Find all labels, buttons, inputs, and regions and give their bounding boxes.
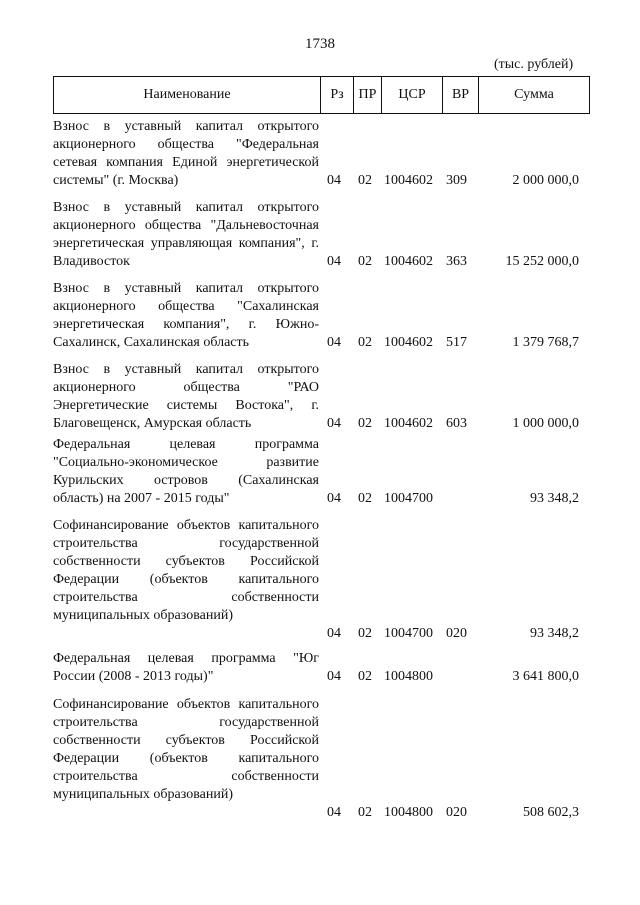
row-sum: 508 602,3: [523, 805, 579, 820]
row-vr: 517: [446, 335, 467, 350]
row-csr: 1004800: [384, 669, 433, 684]
row-sum: 2 000 000,0: [512, 173, 579, 188]
row-name: Взнос в уставный капитал открытого акционерного общества "РАО Энергетические системы Востока", г. Благовещенск, Амурская область: [53, 362, 319, 431]
table-header: [53, 76, 590, 114]
row-rz: 04: [327, 626, 341, 641]
row-sum: 1 379 768,7: [512, 335, 579, 350]
header-rz: Рз: [320, 77, 353, 113]
header-vr: ВР: [442, 77, 478, 113]
row-name: Софинансирование объектов капитального строительства государственной собственности субъектов Российской Федерации (объектов капитального строительства собственности муниципальных образований): [53, 518, 319, 623]
units-note: (тыс. рублей): [494, 57, 574, 72]
row-pr: 02: [358, 335, 372, 350]
row-name: Федеральная целевая программа "Социально-экономическое развитие Курильских островов (Сахалинская область) на 2007 - 2015 годы": [53, 437, 319, 506]
row-vr: 020: [446, 626, 467, 641]
row-pr: 02: [358, 254, 372, 269]
header-sum: Сумма: [478, 77, 590, 113]
row-rz: 04: [327, 254, 341, 269]
row-pr: 02: [358, 669, 372, 684]
row-csr: 1004602: [384, 173, 433, 188]
row-rz: 04: [327, 335, 341, 350]
row-csr: 1004800: [384, 805, 433, 820]
row-vr: 020: [446, 805, 467, 820]
row-sum: 93 348,2: [530, 626, 579, 641]
row-rz: 04: [327, 669, 341, 684]
row-rz: 04: [327, 491, 341, 506]
table-row: [53, 650, 590, 686]
table-row: [53, 118, 590, 190]
row-vr: 363: [446, 254, 467, 269]
row-pr: 02: [358, 491, 372, 506]
table-row: [53, 280, 590, 352]
table-row: [53, 696, 590, 822]
row-name: Софинансирование объектов капитального строительства государственной собственности субъектов Российской Федерации (объектов капитального строительства собственности муниципальных образований): [53, 697, 319, 802]
row-name: Федеральная целевая программа "Юг России (2008 - 2013 годы)": [53, 651, 319, 684]
row-csr: 1004700: [384, 626, 433, 641]
row-pr: 02: [358, 805, 372, 820]
row-name: Взнос в уставный капитал открытого акционерного общества "Дальневосточная энергетическая управляющая компания", г. Владивосток: [53, 200, 319, 269]
row-name: Взнос в уставный капитал открытого акционерного общества "Сахалинская энергетическая компания", г. Южно-Сахалинск, Сахалинская область: [53, 281, 319, 350]
row-csr: 1004602: [384, 335, 433, 350]
row-vr: 603: [446, 416, 467, 431]
table-row: [53, 361, 590, 433]
row-rz: 04: [327, 805, 341, 820]
table-row: [53, 517, 590, 643]
row-csr: 1004602: [384, 254, 433, 269]
row-sum: 15 252 000,0: [505, 254, 579, 269]
row-vr: 309: [446, 173, 467, 188]
header-name: Наименование: [53, 77, 320, 113]
page-number: 1738: [305, 36, 335, 52]
header-csr: ЦСР: [381, 77, 442, 113]
header-pr: ПР: [353, 77, 381, 113]
row-csr: 1004700: [384, 491, 433, 506]
table-row: [53, 199, 590, 271]
row-sum: 3 641 800,0: [512, 669, 579, 684]
row-rz: 04: [327, 173, 341, 188]
row-sum: 1 000 000,0: [512, 416, 579, 431]
row-pr: 02: [358, 173, 372, 188]
row-sum: 93 348,2: [530, 491, 579, 506]
row-pr: 02: [358, 626, 372, 641]
row-name: Взнос в уставный капитал открытого акционерного общества "Федеральная сетевая компания Единой энергетической системы" (г. Москва): [53, 119, 319, 188]
row-pr: 02: [358, 416, 372, 431]
row-rz: 04: [327, 416, 341, 431]
row-csr: 1004602: [384, 416, 433, 431]
table-row: [53, 436, 590, 508]
